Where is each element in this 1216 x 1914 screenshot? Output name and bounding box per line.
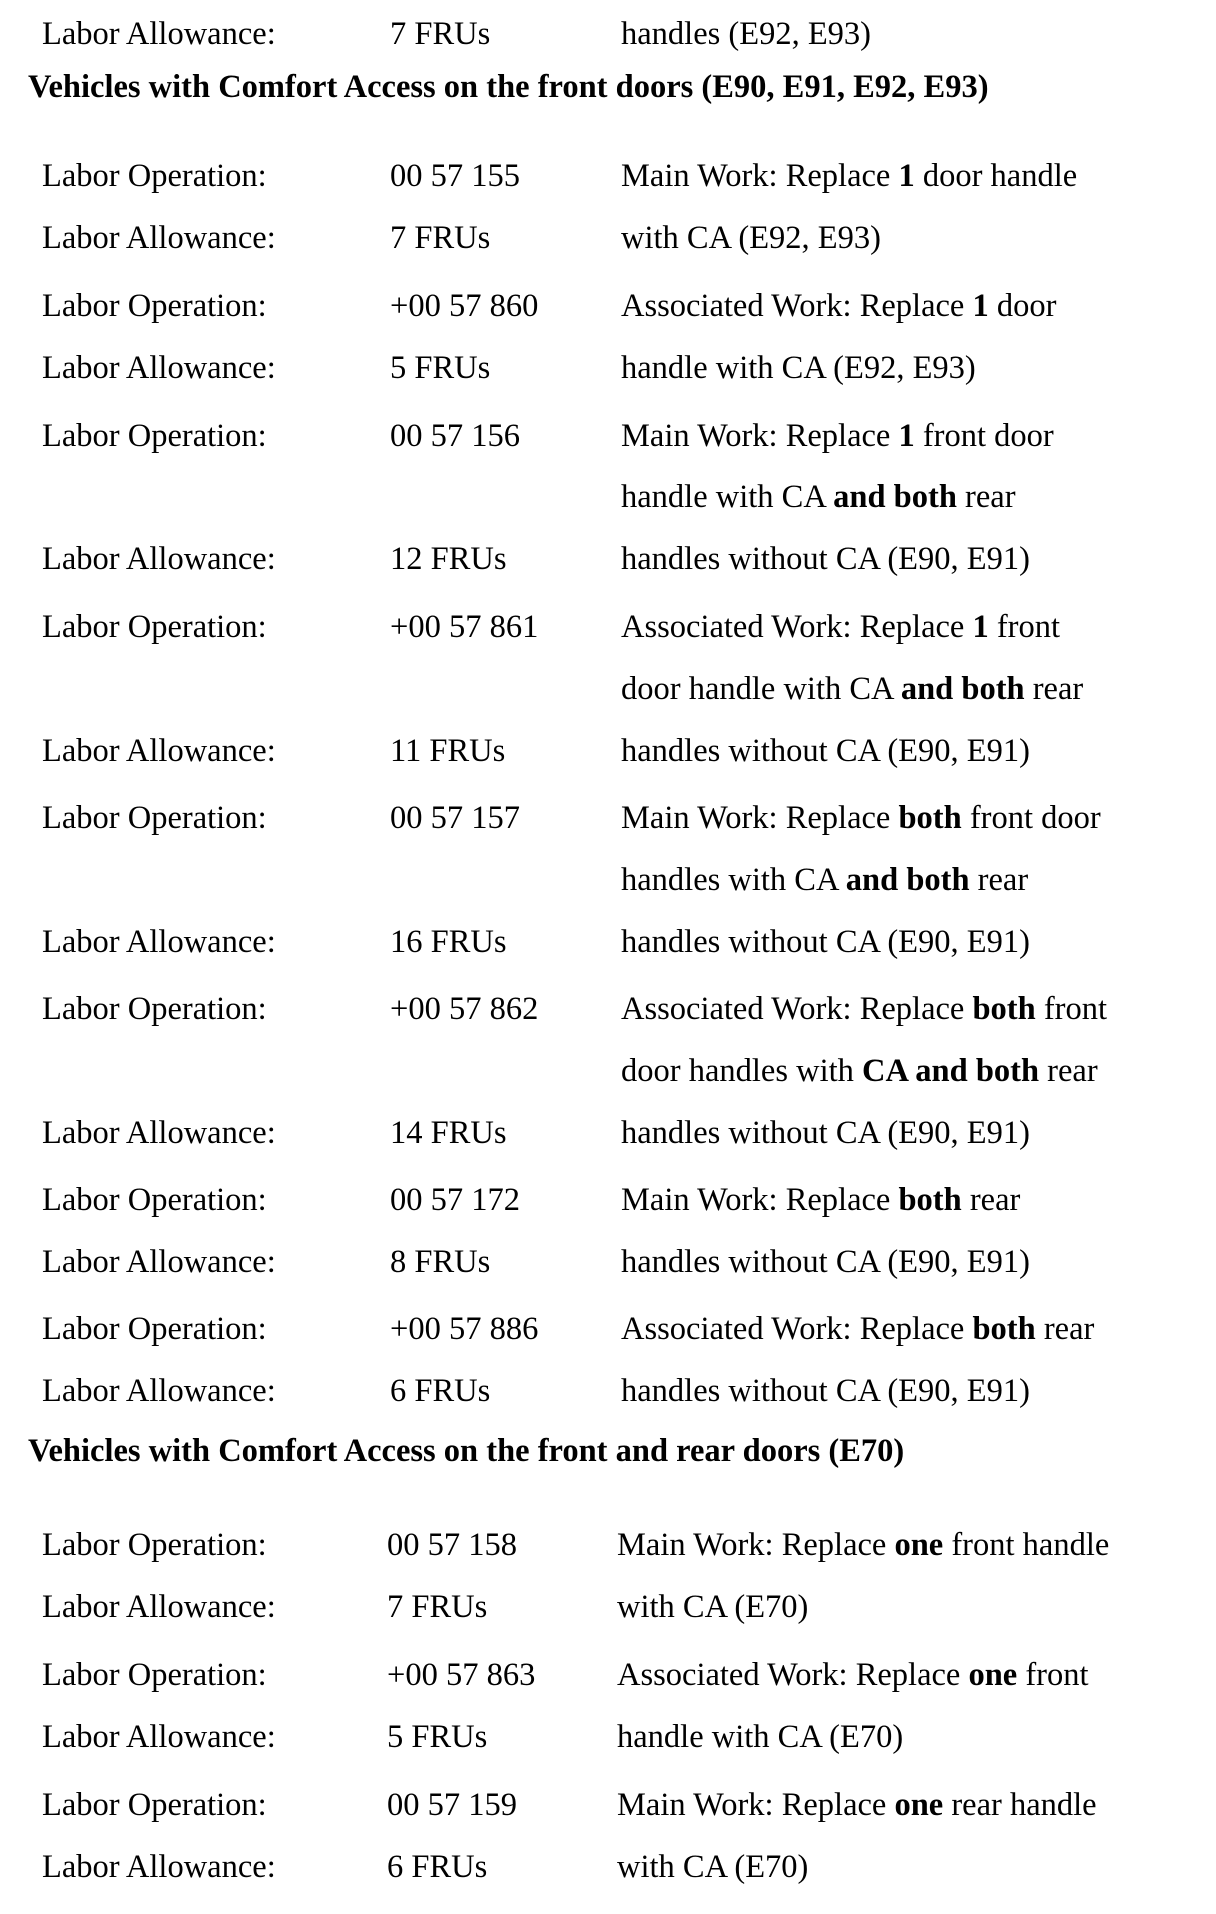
labor-allowance-label: Labor Allowance: [42,924,276,960]
description-line: handles with CA and both rear [621,862,1029,898]
bold-emphasis: and both [900,671,1025,707]
labor-allowance-value: 8 FRUs [390,1244,491,1280]
description-line: handles without CA (E90, E91) [621,1244,1030,1280]
labor-allowance-label: Labor Allowance: [42,1719,276,1755]
labor-operation-label: Labor Operation: [42,800,267,836]
description-line: Main Work: Replace 1 front door [621,418,1054,454]
description-line: Associated Work: Replace both rear [621,1311,1095,1347]
labor-operation-code: 00 57 158 [387,1527,517,1563]
description-line: Associated Work: Replace one front [617,1657,1089,1693]
bold-emphasis: one [968,1657,1018,1693]
description-line: handle with CA (E92, E93) [621,350,976,386]
description-line: with CA (E70) [617,1589,809,1625]
description-line: handles (E92, E93) [621,16,872,52]
labor-allowance-label: Labor Allowance: [42,1589,276,1625]
bold-emphasis: 1 [898,418,915,454]
labor-allowance-value: 5 FRUs [390,350,491,386]
description-line: handles without CA (E90, E91) [621,541,1030,577]
labor-operation-label: Labor Operation: [42,1311,267,1347]
labor-allowance-value: 7 FRUs [390,220,491,256]
description-line: handles without CA (E90, E91) [621,1115,1030,1151]
bold-emphasis: 1 [898,158,915,194]
description-line: handles without CA (E90, E91) [621,733,1030,769]
labor-operation-label: Labor Operation: [42,1787,267,1823]
description-line: door handle with CA and both rear [621,671,1084,707]
section-heading: Vehicles with Comfort Access on the front doors (E90, E91, E92, E93) [28,69,989,105]
labor-allowance-label: Labor Allowance: [42,16,276,52]
bold-emphasis: CA and both [862,1053,1040,1089]
labor-allowance-label: Labor Allowance: [42,733,276,769]
bold-emphasis: 1 [972,288,989,324]
bold-emphasis: both [972,991,1036,1027]
labor-allowance-value: 14 FRUs [390,1115,507,1151]
labor-allowance-value: 6 FRUs [390,1373,491,1409]
labor-allowance-value: 16 FRUs [390,924,507,960]
labor-allowance-value: 6 FRUs [387,1849,488,1885]
labor-operation-label: Labor Operation: [42,158,267,194]
bold-emphasis: one [894,1787,944,1823]
labor-allowance-label: Labor Allowance: [42,220,276,256]
labor-operation-label: Labor Operation: [42,609,267,645]
description-line: Main Work: Replace one front handle [617,1527,1110,1563]
labor-operation-code: +00 57 860 [390,288,539,324]
labor-operation-label: Labor Operation: [42,1527,267,1563]
labor-operation-code: 00 57 157 [390,800,520,836]
labor-operation-code: +00 57 886 [390,1311,539,1347]
section-heading: Vehicles with Comfort Access on the front and rear doors (E70) [28,1433,905,1469]
labor-allowance-label: Labor Allowance: [42,1373,276,1409]
labor-allowance-value: 11 FRUs [390,733,506,769]
labor-operation-label: Labor Operation: [42,288,267,324]
labor-operation-code: 00 57 159 [387,1787,517,1823]
description-line: Main Work: Replace both front door [621,800,1101,836]
bold-emphasis: both [898,1182,962,1218]
labor-operation-code: 00 57 156 [390,418,520,454]
labor-allowance-value: 7 FRUs [387,1589,488,1625]
description-line: Associated Work: Replace 1 front [621,609,1061,645]
description-line: Main Work: Replace one rear handle [617,1787,1097,1823]
description-line: Associated Work: Replace both front [621,991,1108,1027]
labor-operation-label: Labor Operation: [42,1182,267,1218]
description-line: Main Work: Replace 1 door handle [621,158,1078,194]
bold-emphasis: one [894,1527,944,1563]
description-line: Main Work: Replace both rear [621,1182,1021,1218]
labor-operation-code: +00 57 862 [390,991,539,1027]
description-line: handle with CA and both rear [621,479,1016,515]
labor-allowance-value: 12 FRUs [390,541,507,577]
labor-operation-code: +00 57 861 [390,609,539,645]
bold-emphasis: and both [845,862,970,898]
description-line: handles without CA (E90, E91) [621,1373,1030,1409]
description-line: door handles with CA and both rear [621,1053,1098,1089]
labor-operation-code: +00 57 863 [387,1657,536,1693]
labor-allowance-label: Labor Allowance: [42,350,276,386]
labor-allowance-value: 7 FRUs [390,16,491,52]
labor-allowance-label: Labor Allowance: [42,1244,276,1280]
description-line: with CA (E92, E93) [621,220,881,256]
labor-operation-label: Labor Operation: [42,1657,267,1693]
bold-emphasis: 1 [972,609,989,645]
labor-allowance-label: Labor Allowance: [42,1849,276,1885]
labor-operation-label: Labor Operation: [42,991,267,1027]
bold-emphasis: both [972,1311,1036,1347]
description-line: handles without CA (E90, E91) [621,924,1030,960]
bold-emphasis: both [898,800,962,836]
description-line: Associated Work: Replace 1 door [621,288,1057,324]
labor-allowance-value: 5 FRUs [387,1719,488,1755]
description-line: with CA (E70) [617,1849,809,1885]
labor-allowance-label: Labor Allowance: [42,1115,276,1151]
description-line: handle with CA (E70) [617,1719,904,1755]
labor-operation-code: 00 57 172 [390,1182,520,1218]
bold-emphasis: and both [833,479,957,515]
labor-operation-code: 00 57 155 [390,158,520,194]
labor-allowance-label: Labor Allowance: [42,541,276,577]
labor-operation-label: Labor Operation: [42,418,267,454]
